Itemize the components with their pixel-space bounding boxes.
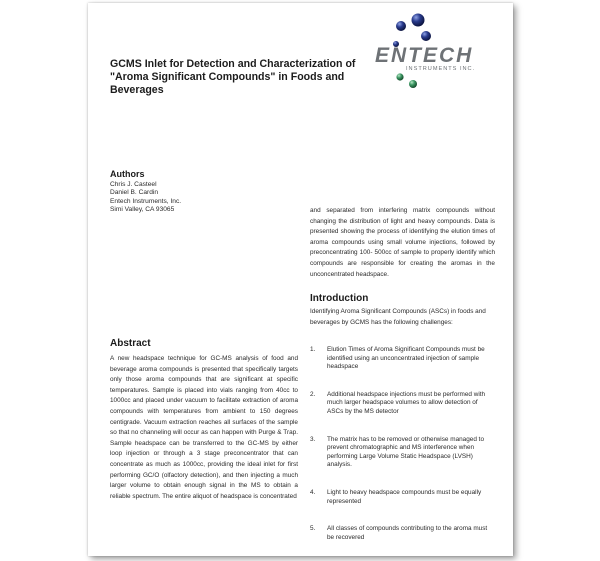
list-number: 4. [310, 488, 316, 496]
list-text: The matrix has to be removed or otherwise managed to prevent chromatographic and MS interference when performing Large Volume Static Headspace (LVSH) analysis. [327, 435, 485, 469]
list-item [310, 436, 495, 470]
logo-sphere [409, 80, 417, 88]
author-line: Simi Valley, CA 93065 [110, 206, 175, 214]
list-number: 3. [310, 435, 316, 443]
logo-subline: INSTRUMENTS INC. [406, 66, 476, 72]
introduction-heading: Introduction [310, 293, 369, 304]
introduction-text: Identifying Aroma Significant Compounds (ASCs) in foods and beverages by GCMS has the following challenges: [310, 308, 486, 326]
logo-sphere [421, 31, 431, 41]
author-line: Chris J. Casteel [110, 181, 157, 188]
document-title: GCMS Inlet for Detection and Characterization of "Aroma Significant Compounds" in Foods and Beverages [110, 58, 356, 96]
logo-sphere [396, 21, 406, 31]
abstract-continuation: and separated from interfering matrix compounds without changing the distribution of light and heavy compounds. Data is presented showing the process of identifying the elution times of aroma compounds using small volume injections, followed by preconcentrating 100- 500cc of sample to properly identify which compounds are responsible for creating the aromas in the unconcentrated headspace. [310, 207, 495, 278]
list-number: 2. [310, 390, 316, 398]
list-text: Elution Times of Aroma Significant Compounds must be identified using an unconcentrated injection of sample headspace [327, 346, 485, 371]
author-line: Entech Instruments, Inc. [110, 197, 182, 205]
document-page [88, 3, 513, 556]
logo-sphere [396, 73, 403, 80]
abstract-text: A new headspace technique for GC-MS analysis of food and beverage aroma compounds is presented that specifically targets only those aroma compounds that are significant at specific temperatures. Sample is placed into vials ranging from 40cc to 1000cc and placed under vacuum to facilitate extraction of aroma compounds with temperatures from ambient to 150 degrees centigrade. Vacuum extraction reaches all surfaces of the sample so that no channeling will occur as can happen with Purge & Trap. Sample headspace can be transferred to the GC-MS by either loop injection or through a 3 stage preconcentrator that can concentrate as much as 1000cc, providing the ideal inlet for first performing GC/O (olfactory detection), and then injecting a much larger volume to obtain enough signal in the MS to obtain a reliable spectrum. The entire aliquot of headspace is concentrated [110, 355, 298, 500]
list-text: Light to heavy headspace compounds must be equally represented [327, 488, 482, 505]
entech-logo [360, 13, 500, 91]
authors-block [110, 181, 181, 215]
logo-sphere [412, 14, 425, 27]
list-item [310, 346, 495, 372]
list-item [310, 391, 495, 417]
logo-wordmark: ENTECH [375, 44, 474, 67]
list-item [310, 489, 495, 506]
author-line: Daniel B. Cardin [110, 189, 159, 197]
list-text: All classes of compounds contributing to the aroma must be recovered [327, 525, 488, 541]
abstract-heading: Abstract [110, 338, 151, 349]
authors-heading: Authors [110, 169, 145, 179]
list-number: 1. [310, 346, 316, 353]
list-text: Additional headspace injections must be performed with much larger headspace volumes to allow detection of ASCs by the MS detector [327, 390, 486, 415]
challenge-list [310, 346, 495, 542]
list-item [310, 525, 495, 542]
list-number: 5. [310, 525, 316, 533]
